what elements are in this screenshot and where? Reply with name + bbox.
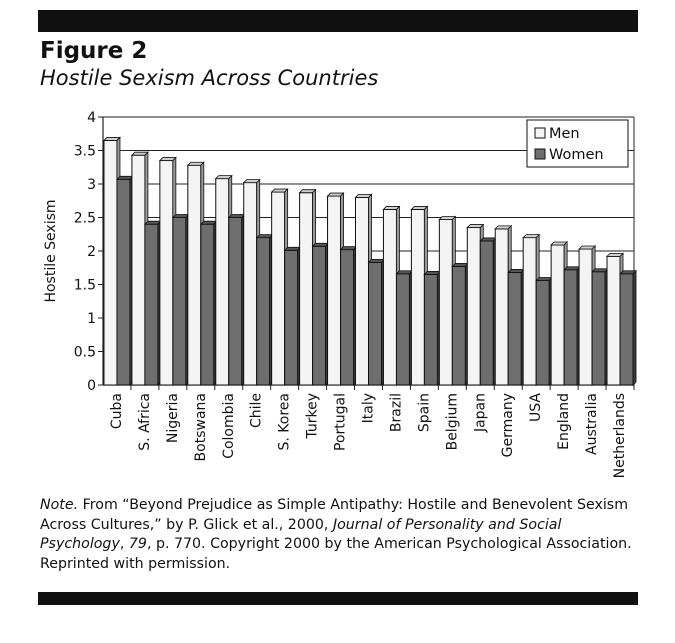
note-text-3: , p. 770. Copyright 2000 by the American Psychological Association. Reprinted with permission.: [40, 536, 632, 572]
legend-label-women: Women: [549, 147, 604, 163]
x-tick-label: S. Africa: [136, 393, 153, 451]
bar-men: [439, 220, 452, 385]
note-journal: Journal of Personality and Social Psychology: [40, 516, 562, 552]
x-tick-label: Colombia: [220, 393, 237, 459]
bar-women: [285, 250, 298, 385]
y-tick-label: 3.5: [73, 143, 96, 160]
bottom-rule: [38, 592, 638, 605]
y-tick-label: 2.5: [73, 210, 96, 227]
bar-men: [495, 229, 508, 385]
bar-women: [313, 246, 326, 385]
x-tick-label: Netherlands: [612, 393, 629, 479]
bar-men: [104, 140, 117, 385]
x-tick-label: S. Korea: [276, 393, 293, 451]
y-tick-label: 0: [87, 378, 96, 394]
y-tick-label: 0.5: [73, 344, 96, 361]
bar-women: [229, 218, 242, 386]
x-tick-label: Brazil: [388, 393, 405, 433]
x-tick-label: England: [556, 393, 573, 450]
bar-women: [145, 224, 158, 385]
bar-men: [523, 238, 536, 385]
figure-label: Figure 2: [40, 38, 148, 64]
bar-men: [132, 155, 145, 385]
bar-men: [244, 183, 257, 385]
bar-women: [201, 224, 214, 385]
x-tick-label: Turkey: [304, 393, 321, 439]
x-tick-label: Japan: [472, 393, 489, 433]
bar-side-women: [633, 271, 636, 385]
bar-men: [300, 193, 313, 385]
bar-men: [356, 197, 369, 385]
bar-men: [551, 245, 564, 385]
note-volume: 79: [128, 536, 147, 552]
legend-swatch-men: [535, 128, 545, 138]
bar-men: [467, 228, 480, 385]
bar-women: [396, 274, 409, 385]
bar-women: [173, 218, 186, 386]
bar-women: [424, 274, 437, 385]
note-prefix: Note.: [40, 497, 79, 513]
x-tick-label: Botswana: [192, 393, 209, 462]
note-text-2: ,: [119, 536, 129, 552]
bar-women: [620, 274, 633, 385]
x-tick-label: Belgium: [444, 393, 461, 451]
x-tick-label: Italy: [360, 393, 377, 424]
x-tick-label: Spain: [416, 393, 433, 433]
bar-men: [188, 165, 201, 385]
bar-men: [160, 161, 173, 385]
bar-men: [216, 179, 229, 385]
bar-men: [328, 196, 341, 385]
bar-women: [452, 266, 465, 385]
bar-women: [592, 272, 605, 385]
x-tick-label: Australia: [584, 393, 601, 455]
bar-women: [564, 270, 577, 385]
bar-women: [369, 262, 382, 385]
y-tick-label: 2: [87, 244, 96, 260]
note-text-1: From “Beyond Prejudice as Simple Antipathy: Hostile and Benevolent Sexism Across Cultures,” by P. Glick et al., 2000,: [40, 497, 629, 533]
y-tick-label: 4: [87, 110, 96, 126]
y-tick-label: 1.5: [73, 277, 96, 294]
legend-swatch-women: [535, 149, 545, 159]
bar-women: [508, 272, 521, 385]
y-tick-label: 1: [87, 311, 96, 327]
bar-men: [607, 256, 620, 385]
bar-men: [411, 209, 424, 385]
bar-men: [272, 192, 285, 385]
x-tick-label: Nigeria: [164, 393, 181, 444]
bar-women: [480, 241, 493, 385]
x-tick-label: Portugal: [332, 393, 349, 451]
bar-men: [383, 209, 396, 385]
bar-women: [536, 280, 549, 385]
x-tick-label: Chile: [248, 393, 265, 429]
x-tick-label: Germany: [500, 393, 517, 458]
y-tick-label: 3: [87, 177, 96, 193]
y-axis-label: Hostile Sexism: [43, 199, 59, 303]
legend-label-men: Men: [549, 126, 580, 142]
bar-men: [579, 249, 592, 385]
bar-women: [341, 250, 354, 385]
figure-note: [40, 496, 640, 574]
bar-women: [117, 179, 130, 385]
figure-title: Hostile Sexism Across Countries: [40, 66, 379, 90]
x-tick-label: Cuba: [108, 393, 125, 430]
x-tick-label: USA: [528, 393, 545, 422]
bar-women: [257, 238, 270, 385]
